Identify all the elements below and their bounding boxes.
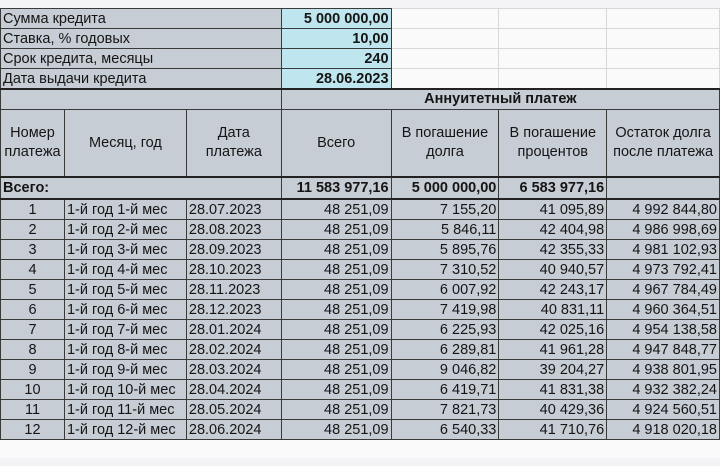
payment-principal[interactable]: 6 225,93 bbox=[391, 320, 499, 340]
payment-date[interactable]: 28.12.2023 bbox=[186, 300, 281, 320]
table-row bbox=[1, 300, 720, 320]
param-value[interactable]: 10,00 bbox=[281, 29, 391, 49]
payment-interest[interactable]: 41 961,28 bbox=[499, 340, 607, 360]
col-month-header: Месяц, год bbox=[64, 110, 186, 178]
loan-table bbox=[0, 8, 720, 440]
payment-balance[interactable]: 4 973 792,41 bbox=[607, 260, 720, 280]
col-principal-header: В погашение долга bbox=[391, 110, 499, 178]
param-row bbox=[1, 29, 720, 49]
payment-interest[interactable]: 39 204,27 bbox=[499, 360, 607, 380]
col-num-header: Номер платежа bbox=[1, 110, 65, 178]
totals-label: Всего: bbox=[1, 177, 282, 199]
param-label: Срок кредита, месяцы bbox=[1, 49, 282, 69]
param-value[interactable]: 5 000 000,00 bbox=[281, 9, 391, 29]
payment-date[interactable]: 28.09.2023 bbox=[186, 240, 281, 260]
payment-interest[interactable]: 41 710,76 bbox=[499, 420, 607, 440]
payment-month[interactable]: 1-й год 9-й мес bbox=[64, 360, 186, 380]
payment-number[interactable]: 11 bbox=[1, 400, 65, 420]
payment-interest[interactable]: 42 355,33 bbox=[499, 240, 607, 260]
payment-interest[interactable]: 40 429,36 bbox=[499, 400, 607, 420]
payment-principal[interactable]: 6 007,92 bbox=[391, 280, 499, 300]
param-row bbox=[1, 49, 720, 69]
payment-date[interactable]: 28.03.2024 bbox=[186, 360, 281, 380]
payment-number[interactable]: 7 bbox=[1, 320, 65, 340]
payment-month[interactable]: 1-й год 5-й мес bbox=[64, 280, 186, 300]
payment-number[interactable]: 5 bbox=[1, 280, 65, 300]
payment-principal[interactable]: 7 419,98 bbox=[391, 300, 499, 320]
payment-number[interactable]: 10 bbox=[1, 380, 65, 400]
payment-total[interactable]: 48 251,09 bbox=[281, 300, 391, 320]
payment-month[interactable]: 1-й год 1-й мес bbox=[64, 199, 186, 220]
payment-balance[interactable]: 4 960 364,51 bbox=[607, 300, 720, 320]
payment-balance[interactable]: 4 947 848,77 bbox=[607, 340, 720, 360]
payment-date[interactable]: 28.06.2024 bbox=[186, 420, 281, 440]
payment-number[interactable]: 9 bbox=[1, 360, 65, 380]
param-value[interactable]: 28.06.2023 bbox=[281, 69, 391, 90]
payment-month[interactable]: 1-й год 6-й мес bbox=[64, 300, 186, 320]
payment-number[interactable]: 4 bbox=[1, 260, 65, 280]
table-row bbox=[1, 380, 720, 400]
payment-interest[interactable]: 42 243,17 bbox=[499, 280, 607, 300]
payment-month[interactable]: 1-й год 12-й мес bbox=[64, 420, 186, 440]
payment-month[interactable]: 1-й год 11-й мес bbox=[64, 400, 186, 420]
group-header: Аннуитетный платеж bbox=[281, 89, 719, 110]
table-header bbox=[1, 89, 720, 199]
payment-interest[interactable]: 42 025,16 bbox=[499, 320, 607, 340]
payment-month[interactable]: 1-й год 3-й мес bbox=[64, 240, 186, 260]
payment-principal[interactable]: 6 540,33 bbox=[391, 420, 499, 440]
payment-balance[interactable]: 4 932 382,24 bbox=[607, 380, 720, 400]
payment-total[interactable]: 48 251,09 bbox=[281, 280, 391, 300]
payment-month[interactable]: 1-й год 2-й мес bbox=[64, 220, 186, 240]
payment-date[interactable]: 28.11.2023 bbox=[186, 280, 281, 300]
payment-date[interactable]: 28.04.2024 bbox=[186, 380, 281, 400]
table-row bbox=[1, 280, 720, 300]
table-row bbox=[1, 320, 720, 340]
table-row bbox=[1, 360, 720, 380]
param-row bbox=[1, 9, 720, 29]
payment-total[interactable]: 48 251,09 bbox=[281, 420, 391, 440]
payment-total[interactable]: 48 251,09 bbox=[281, 400, 391, 420]
payment-balance[interactable]: 4 992 844,80 bbox=[607, 199, 720, 220]
payment-number[interactable]: 8 bbox=[1, 340, 65, 360]
payment-number[interactable]: 6 bbox=[1, 300, 65, 320]
payment-principal[interactable]: 9 046,82 bbox=[391, 360, 499, 380]
payment-total[interactable]: 48 251,09 bbox=[281, 220, 391, 240]
payment-total[interactable]: 48 251,09 bbox=[281, 199, 391, 220]
totals-total: 11 583 977,16 bbox=[281, 177, 391, 199]
payment-number[interactable]: 3 bbox=[1, 240, 65, 260]
payment-number[interactable]: 2 bbox=[1, 220, 65, 240]
param-label: Ставка, % годовых bbox=[1, 29, 282, 49]
payment-principal[interactable]: 7 821,73 bbox=[391, 400, 499, 420]
totals-principal: 5 000 000,00 bbox=[391, 177, 499, 199]
payment-total[interactable]: 48 251,09 bbox=[281, 340, 391, 360]
payment-interest[interactable]: 41 095,89 bbox=[499, 199, 607, 220]
col-balance-header: Остаток долга после платежа bbox=[607, 110, 720, 178]
payment-balance[interactable]: 4 954 138,58 bbox=[607, 320, 720, 340]
param-value[interactable]: 240 bbox=[281, 49, 391, 69]
payment-month[interactable]: 1-й год 4-й мес bbox=[64, 260, 186, 280]
payment-total[interactable]: 48 251,09 bbox=[281, 240, 391, 260]
payment-principal[interactable]: 7 155,20 bbox=[391, 199, 499, 220]
payment-date[interactable]: 28.08.2023 bbox=[186, 220, 281, 240]
payment-balance[interactable]: 4 986 998,69 bbox=[607, 220, 720, 240]
payment-date[interactable]: 28.01.2024 bbox=[186, 320, 281, 340]
payment-month[interactable]: 1-й год 8-й мес bbox=[64, 340, 186, 360]
spreadsheet bbox=[0, 8, 720, 458]
table-row bbox=[1, 260, 720, 280]
table-row bbox=[1, 400, 720, 420]
payment-principal[interactable]: 6 289,81 bbox=[391, 340, 499, 360]
table-row bbox=[1, 240, 720, 260]
col-total-header: Всего bbox=[281, 110, 391, 178]
payment-rows bbox=[1, 199, 720, 440]
payment-interest[interactable]: 42 404,98 bbox=[499, 220, 607, 240]
table-row bbox=[1, 199, 720, 220]
payment-principal[interactable]: 5 846,11 bbox=[391, 220, 499, 240]
payment-total[interactable]: 48 251,09 bbox=[281, 320, 391, 340]
payment-principal[interactable]: 7 310,52 bbox=[391, 260, 499, 280]
payment-number[interactable]: 12 bbox=[1, 420, 65, 440]
payment-interest[interactable]: 41 831,38 bbox=[499, 380, 607, 400]
payment-date[interactable]: 28.02.2024 bbox=[186, 340, 281, 360]
payment-interest[interactable]: 40 940,57 bbox=[499, 260, 607, 280]
payment-date[interactable]: 28.10.2023 bbox=[186, 260, 281, 280]
payment-balance[interactable]: 4 967 784,49 bbox=[607, 280, 720, 300]
payment-month[interactable]: 1-й год 10-й мес bbox=[64, 380, 186, 400]
payment-balance[interactable]: 4 924 560,51 bbox=[607, 400, 720, 420]
payment-month[interactable]: 1-й год 7-й мес bbox=[64, 320, 186, 340]
payment-balance[interactable]: 4 918 020,18 bbox=[607, 420, 720, 440]
payment-interest[interactable]: 40 831,11 bbox=[499, 300, 607, 320]
payment-number[interactable]: 1 bbox=[1, 199, 65, 220]
col-interest-header: В погашение процентов bbox=[499, 110, 607, 178]
payment-total[interactable]: 48 251,09 bbox=[281, 360, 391, 380]
payment-principal[interactable]: 6 419,71 bbox=[391, 380, 499, 400]
param-row bbox=[1, 69, 720, 90]
payment-principal[interactable]: 5 895,76 bbox=[391, 240, 499, 260]
table-row bbox=[1, 220, 720, 240]
param-label: Дата выдачи кредита bbox=[1, 69, 282, 90]
payment-balance[interactable]: 4 938 801,95 bbox=[607, 360, 720, 380]
table-row bbox=[1, 420, 720, 440]
payment-date[interactable]: 28.05.2024 bbox=[186, 400, 281, 420]
table-row bbox=[1, 340, 720, 360]
payment-total[interactable]: 48 251,09 bbox=[281, 380, 391, 400]
totals-interest: 6 583 977,16 bbox=[499, 177, 607, 199]
payment-date[interactable]: 28.07.2023 bbox=[186, 199, 281, 220]
col-date-header: Дата платежа bbox=[186, 110, 281, 178]
payment-total[interactable]: 48 251,09 bbox=[281, 260, 391, 280]
payment-balance[interactable]: 4 981 102,93 bbox=[607, 240, 720, 260]
param-label: Сумма кредита bbox=[1, 9, 282, 29]
loan-parameters bbox=[1, 9, 720, 90]
